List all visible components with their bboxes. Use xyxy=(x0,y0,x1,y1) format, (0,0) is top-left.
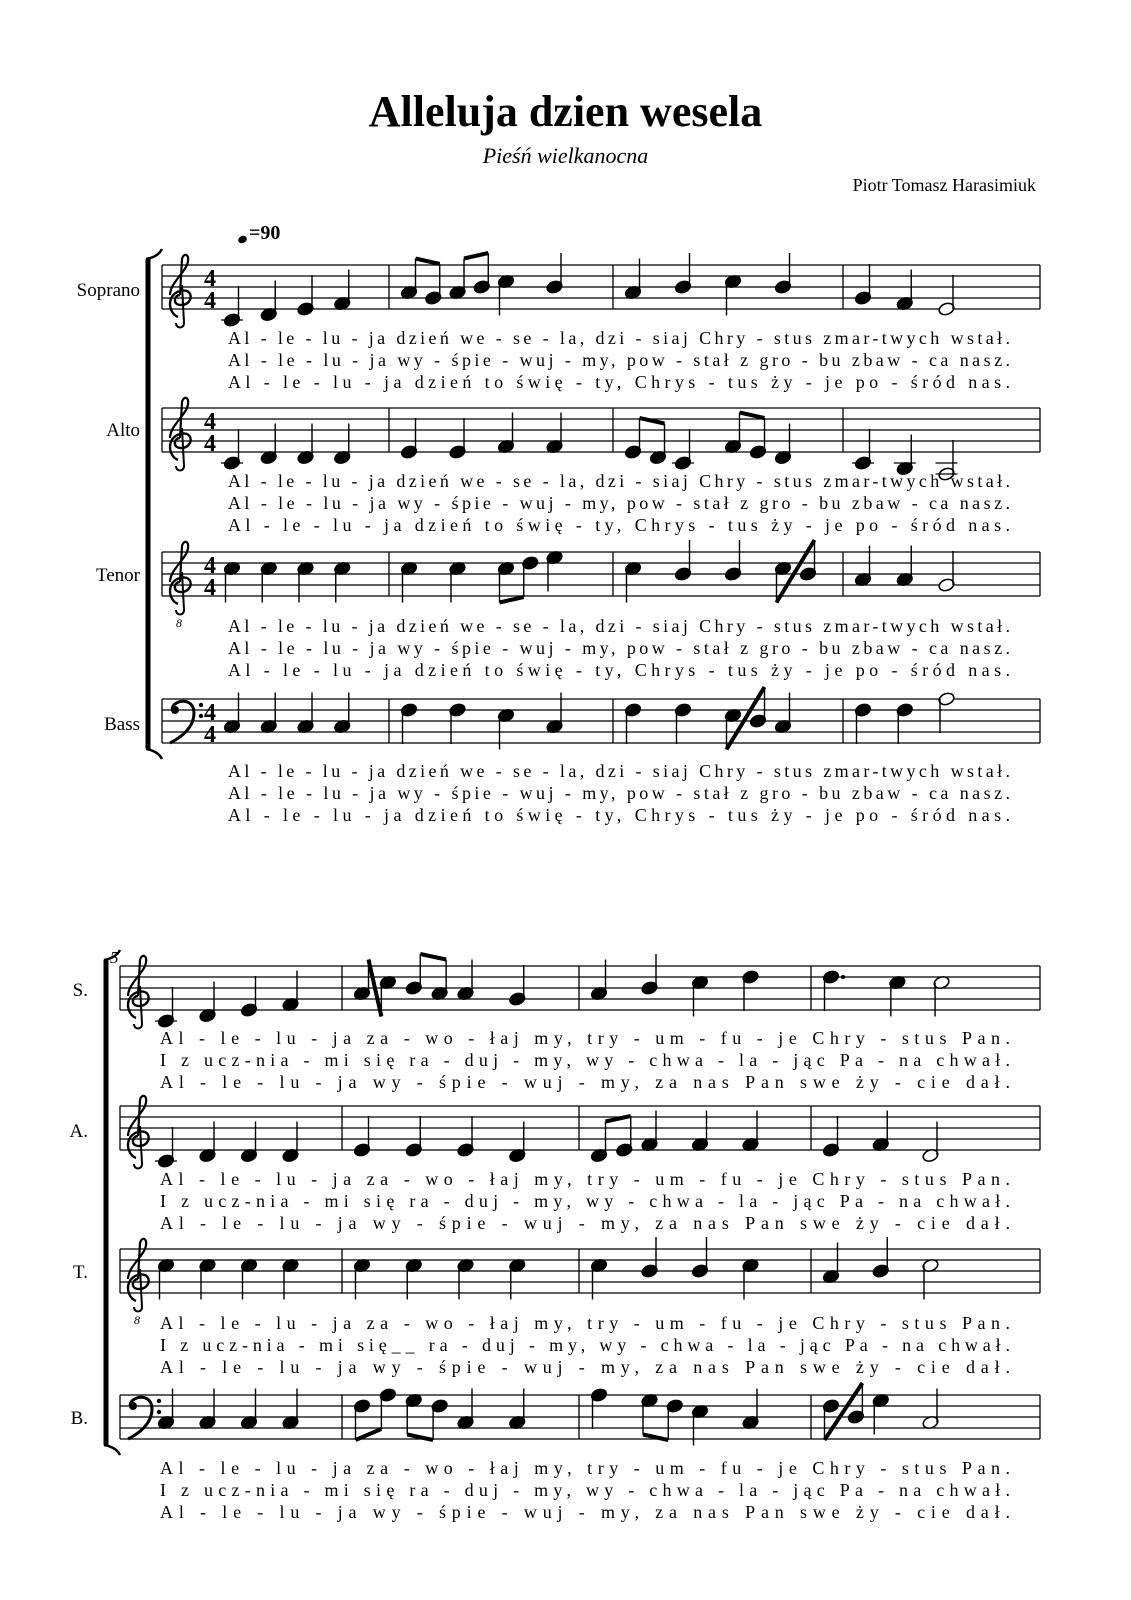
treble-clef-icon xyxy=(170,255,191,328)
treble-clef-icon xyxy=(128,1239,149,1312)
time-signature-top: 4 xyxy=(204,409,216,435)
voice-label-tenor: Tenor xyxy=(95,565,140,586)
voice-label-bass: Bass xyxy=(104,714,140,735)
time-signature-bottom: 4 xyxy=(204,575,216,601)
time-signature-top: 4 xyxy=(204,266,216,292)
voice-label-alto: Alto xyxy=(106,420,140,441)
time-signature-bottom: 4 xyxy=(204,431,216,457)
time-signature-top: 4 xyxy=(204,700,216,726)
lyric-line: Al - le - lu - ja za - wo - łaj my, try - um - fu - je Chry - stus Pan. xyxy=(160,1458,1010,1478)
time-signature-bottom: 4 xyxy=(204,722,216,748)
lyric-line: Al - le - lu - ja wy - śpie - wuj - my, pow - stał z gro - bu zbaw - ca nasz. xyxy=(228,638,1010,658)
treble-clef-stem xyxy=(128,956,146,996)
treble-clef-icon xyxy=(128,1096,149,1169)
bass-clef-dot xyxy=(171,706,179,714)
voice-label-t: T. xyxy=(73,1262,88,1283)
voice-label-soprano: Soprano xyxy=(76,280,140,301)
lyric-line: Al - le - lu - ja wy - śpie - wuj - my, pow - stał z gro - bu zbaw - ca nasz. xyxy=(228,493,1010,513)
bracket-hook-bottom xyxy=(104,1445,120,1455)
lyric-line: Al - le - lu - ja dzień to świę - ty, Chrys - tus ży - je po - śród nas. xyxy=(228,805,1010,825)
octave-8-marker: 8 xyxy=(176,616,182,630)
dot xyxy=(841,975,845,979)
lyric-line: Al - le - lu - ja wy - śpie - wuj - my, za nas Pan swe ży - cie dał. xyxy=(160,1072,1011,1092)
lyric-line: Al - le - lu - ja wy - śpie - wuj - my, pow - stał z gro - bu zbaw - ca nasz. xyxy=(228,350,1010,370)
bass-clef-dot xyxy=(157,1399,161,1403)
treble-clef-icon xyxy=(170,542,191,615)
octave-8-marker: 8 xyxy=(134,1313,140,1327)
lyric-line: Al - le - lu - ja dzień we - se - la, dzi - siaj Chry - stus zmar-twych wstał. xyxy=(228,328,1010,348)
voice-label-a: A. xyxy=(69,1121,88,1142)
treble-clef-stem xyxy=(128,1096,146,1136)
lyric-line: Al - le - lu - ja za - wo - łaj my, try - um - fu - je Chry - stus Pan. xyxy=(160,1313,1010,1333)
measure-number: 5 xyxy=(110,948,119,967)
bass-clef-dot xyxy=(199,703,203,707)
composer-name: Piotr Tomasz Harasimiuk xyxy=(852,175,1036,195)
beam xyxy=(464,253,488,259)
lyric-line: Al - le - lu - ja wy - śpie - wuj - my, pow - stał z gro - bu zbaw - ca nasz. xyxy=(228,783,1010,803)
lyric-line: Al - le - lu - ja za - wo - łaj my, try - um - fu - je Chry - stus Pan. xyxy=(160,1169,1010,1189)
lyric-line: Al - le - lu - ja dzień we - se - la, dzi - siaj Chry - stus zmar-twych wstał. xyxy=(228,471,1010,491)
treble-clef-stem xyxy=(128,1239,146,1279)
beam xyxy=(356,1429,382,1440)
score-title: Alleluja dzien wesela xyxy=(368,87,763,136)
bracket-hook-bottom xyxy=(146,749,162,759)
lyric-line: Al - le - lu - ja dzień to świę - ty, Chrys - tus ży - je po - śród nas. xyxy=(228,660,1010,680)
lyric-line: Al - le - lu - ja wy - śpie - wuj - my, za nas Pan swe ży - cie dał. xyxy=(160,1357,1011,1377)
treble-clef-icon xyxy=(128,956,149,1029)
bass-clef-dot xyxy=(157,1410,161,1414)
treble-clef-icon xyxy=(170,398,191,471)
time-signature-top: 4 xyxy=(204,553,216,579)
beam xyxy=(500,597,524,603)
score-subtitle: Pieśń wielkanocna xyxy=(482,143,649,168)
lyric-line: I z ucz-nia - mi się ra - duj - my, wy - chwa - la - jąc Pa - na chwał. xyxy=(160,1480,1011,1500)
beam xyxy=(416,259,440,265)
lyric-line: I z ucz-nia - mi się ra - duj - my, wy - chwa - la - jąc Pa - na chwał. xyxy=(160,1191,1011,1211)
tempo-value: =90 xyxy=(249,222,281,244)
beam xyxy=(740,413,765,419)
bass-clef-icon xyxy=(128,1397,161,1439)
time-signature-bottom: 4 xyxy=(204,288,216,314)
lyric-line: I z ucz-nia - mi się__ ra - duj - my, wy - chwa - la - jąc Pa - na chwał. xyxy=(160,1335,1010,1355)
lyric-line: Al - le - lu - ja za - wo - łaj my, try - um - fu - je Chry - stus Pan. xyxy=(160,1028,1010,1048)
bass-clef-dot xyxy=(129,1402,137,1410)
bass-clef-dot xyxy=(199,714,203,718)
lyric-line: I z ucz-nia - mi się ra - duj - my, wy - chwa - la - jąc Pa - na chwał. xyxy=(160,1050,1011,1070)
treble-clef-stem xyxy=(170,255,188,295)
lyric-line: Al - le - lu - ja wy - śpie - wuj - my, za nas Pan swe ży - cie dał. xyxy=(160,1213,1011,1233)
lyric-line: Al - le - lu - ja dzień to świę - ty, Chrys - tus ży - je po - śród nas. xyxy=(228,372,1010,392)
bracket-hook-top xyxy=(104,950,120,960)
lyric-line: Al - le - lu - ja dzień to świę - ty, Chrys - tus ży - je po - śród nas. xyxy=(228,515,1010,535)
beam xyxy=(420,954,446,960)
treble-clef-stem xyxy=(170,542,188,582)
lyric-line: Al - le - lu - ja dzień we - se - la, dzi - siaj Chry - stus zmar-twych wstał. xyxy=(228,616,1010,636)
bass-clef-icon xyxy=(170,701,203,743)
voice-label-b: B. xyxy=(70,1408,88,1429)
lyric-line: Al - le - lu - ja dzień we - se - la, dzi - siaj Chry - stus zmar-twych wstał. xyxy=(228,761,1010,781)
bracket-hook-top xyxy=(146,249,162,259)
voice-label-s: S. xyxy=(72,980,88,1001)
treble-clef-stem xyxy=(170,398,188,438)
lyric-line: Al - le - lu - ja wy - śpie - wuj - my, za nas Pan swe ży - cie dał. xyxy=(160,1502,1011,1522)
